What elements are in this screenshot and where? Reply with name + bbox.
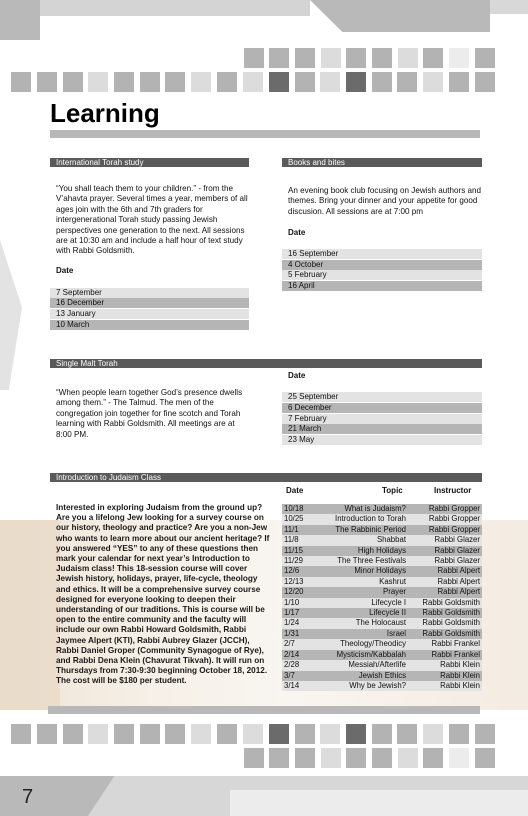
list-item: 7 September	[50, 288, 249, 298]
table-header-instructor: Instructor	[434, 486, 472, 495]
malt-description: “When people learn together God’s presence dwells among them.” - The Talmud. The men of the congregation join together for fine scotch and Torah learning with Rabbi Goldsmith. All meetings are at 8:00 PM.	[56, 388, 243, 439]
table-row: 12/13 Kashrut Rabbi Alpert	[284, 576, 480, 586]
left-decor-wedge	[0, 240, 22, 390]
list-item: 25 September	[282, 392, 482, 402]
top-decor-tab	[490, 0, 528, 14]
table-row: 11/29 The Three Festivals Rabbi Glazer	[284, 556, 480, 566]
intro-schedule-table	[282, 504, 482, 691]
list-item: 23 May	[282, 435, 482, 445]
list-item: 16 September	[282, 249, 482, 259]
page-number: 7	[22, 786, 34, 808]
intro-description: Interested in exploring Judaism from the ground up? Are you a lifelong Jew looking for a survey course on our history, theology and practice? Are you a non-Jew who wants to learn more about our ancient heritage? If you answered “YES” to any of these questions then mark your calendar for next year’s Introduction to Judaism class! This 18-session course will cover Jewish history, holidays, prayer, life-cycle, theology and ethics. It will be a comprehensive survey course designed for everyone looking to deepen their understanding of our traditions. This is course will be open to the entire community and the faculty will include our own Rabbi Howard Goldsmith, Rabbi Jaymee Alpert (KTI), Rabbi Aubrey Glazer (JCCH), Rabbi Daniel Groper (Community Synagogue of Rye), and Rabbi Dena Klein (Chavurat Tikvah). It will run on Thursdays from 7:30-9:30 beginning October 18, 2012. The cost will be $180 per student.	[56, 503, 270, 686]
torah-study-date-label: Date	[56, 266, 74, 275]
list-item: 13 January	[50, 309, 249, 319]
list-item: 7 February	[282, 414, 482, 424]
table-row: 10/18 What is Judaism? Rabbi Gropper	[284, 504, 480, 513]
list-item: 10 March	[50, 320, 249, 330]
table-row: 1/17 Lifecycle II Rabbi Goldsmith	[284, 608, 480, 618]
section-heading-intro-judaism: Introduction to Judaism Class	[50, 473, 482, 482]
table-row: 1/24 The Holocaust Rabbi Goldsmith	[284, 618, 480, 628]
books-date-label: Date	[288, 228, 306, 237]
table-header-topic: Topic	[382, 486, 403, 495]
table-row: 1/10 Lifecycle I Rabbi Goldsmith	[284, 597, 480, 607]
table-row: 1/31 Israel Rabbi Goldsmith	[284, 628, 480, 638]
section-heading-torah-study: International Torah study	[50, 158, 249, 167]
list-item: 16 April	[282, 281, 482, 291]
list-item: 4 October	[282, 260, 482, 270]
table-row: 3/7 Jewish Ethics Rabbi Klein	[284, 670, 480, 680]
title-rule	[50, 130, 480, 138]
torah-study-description: “You shall teach them to your children.” - from the V’ahavta prayer. Several times a year, members of all ages join with the 6th and 7th graders for intergenerational Torah study passing Jewish perspectives one generation to the next. All sessions are at 10:30 am and include a half hour of text study with Rabbi Goldsmith.	[56, 184, 248, 256]
list-item: 16 December	[50, 298, 249, 308]
section-heading-single-malt-torah: Single Malt Torah	[50, 359, 482, 368]
table-row: 2/28 Messiah/Afterlife Rabbi Klein	[284, 660, 480, 670]
table-row: 12/6 Minor Holidays Rabbi Alpert	[284, 566, 480, 576]
malt-date-label: Date	[288, 371, 306, 380]
table-row: 11/15 High Holidays Rabbi Glazer	[284, 545, 480, 555]
table-row: 2/7 Theology/Theodicy Rabbi Frankel	[284, 639, 480, 649]
table-row: 12/20 Prayer Rabbi Alpert	[284, 587, 480, 597]
background-photo-edge	[0, 520, 60, 710]
section-heading-books-and-bites: Books and bites	[282, 158, 482, 167]
books-description: An evening book club focusing on Jewish authors and themes. Bring your dinner and your appetite for good discusion. All sessions are at 7:00 pm	[288, 186, 482, 216]
page-title: Learning	[50, 98, 160, 128]
list-item: 5 February	[282, 270, 482, 280]
top-decor-tab	[40, 0, 310, 16]
list-item: 21 March	[282, 424, 482, 434]
table-row: 11/1 The Rabbinic Period Rabbi Gropper	[284, 524, 480, 534]
list-item: 6 December	[282, 403, 482, 413]
table-row: 3/14 Why be Jewish? Rabbi Klein	[284, 680, 480, 690]
table-header-date: Date	[286, 486, 304, 495]
bottom-rule	[48, 706, 480, 714]
table-row: 2/14 Mysticism/Kabbalah Rabbi Frankel	[284, 649, 480, 659]
table-row: 10/25 Introduction to Torah Rabbi Gropper	[284, 514, 480, 524]
bottom-decor-tab	[230, 790, 528, 816]
table-row: 11/8 Shabbat Rabbi Glazer	[284, 535, 480, 545]
